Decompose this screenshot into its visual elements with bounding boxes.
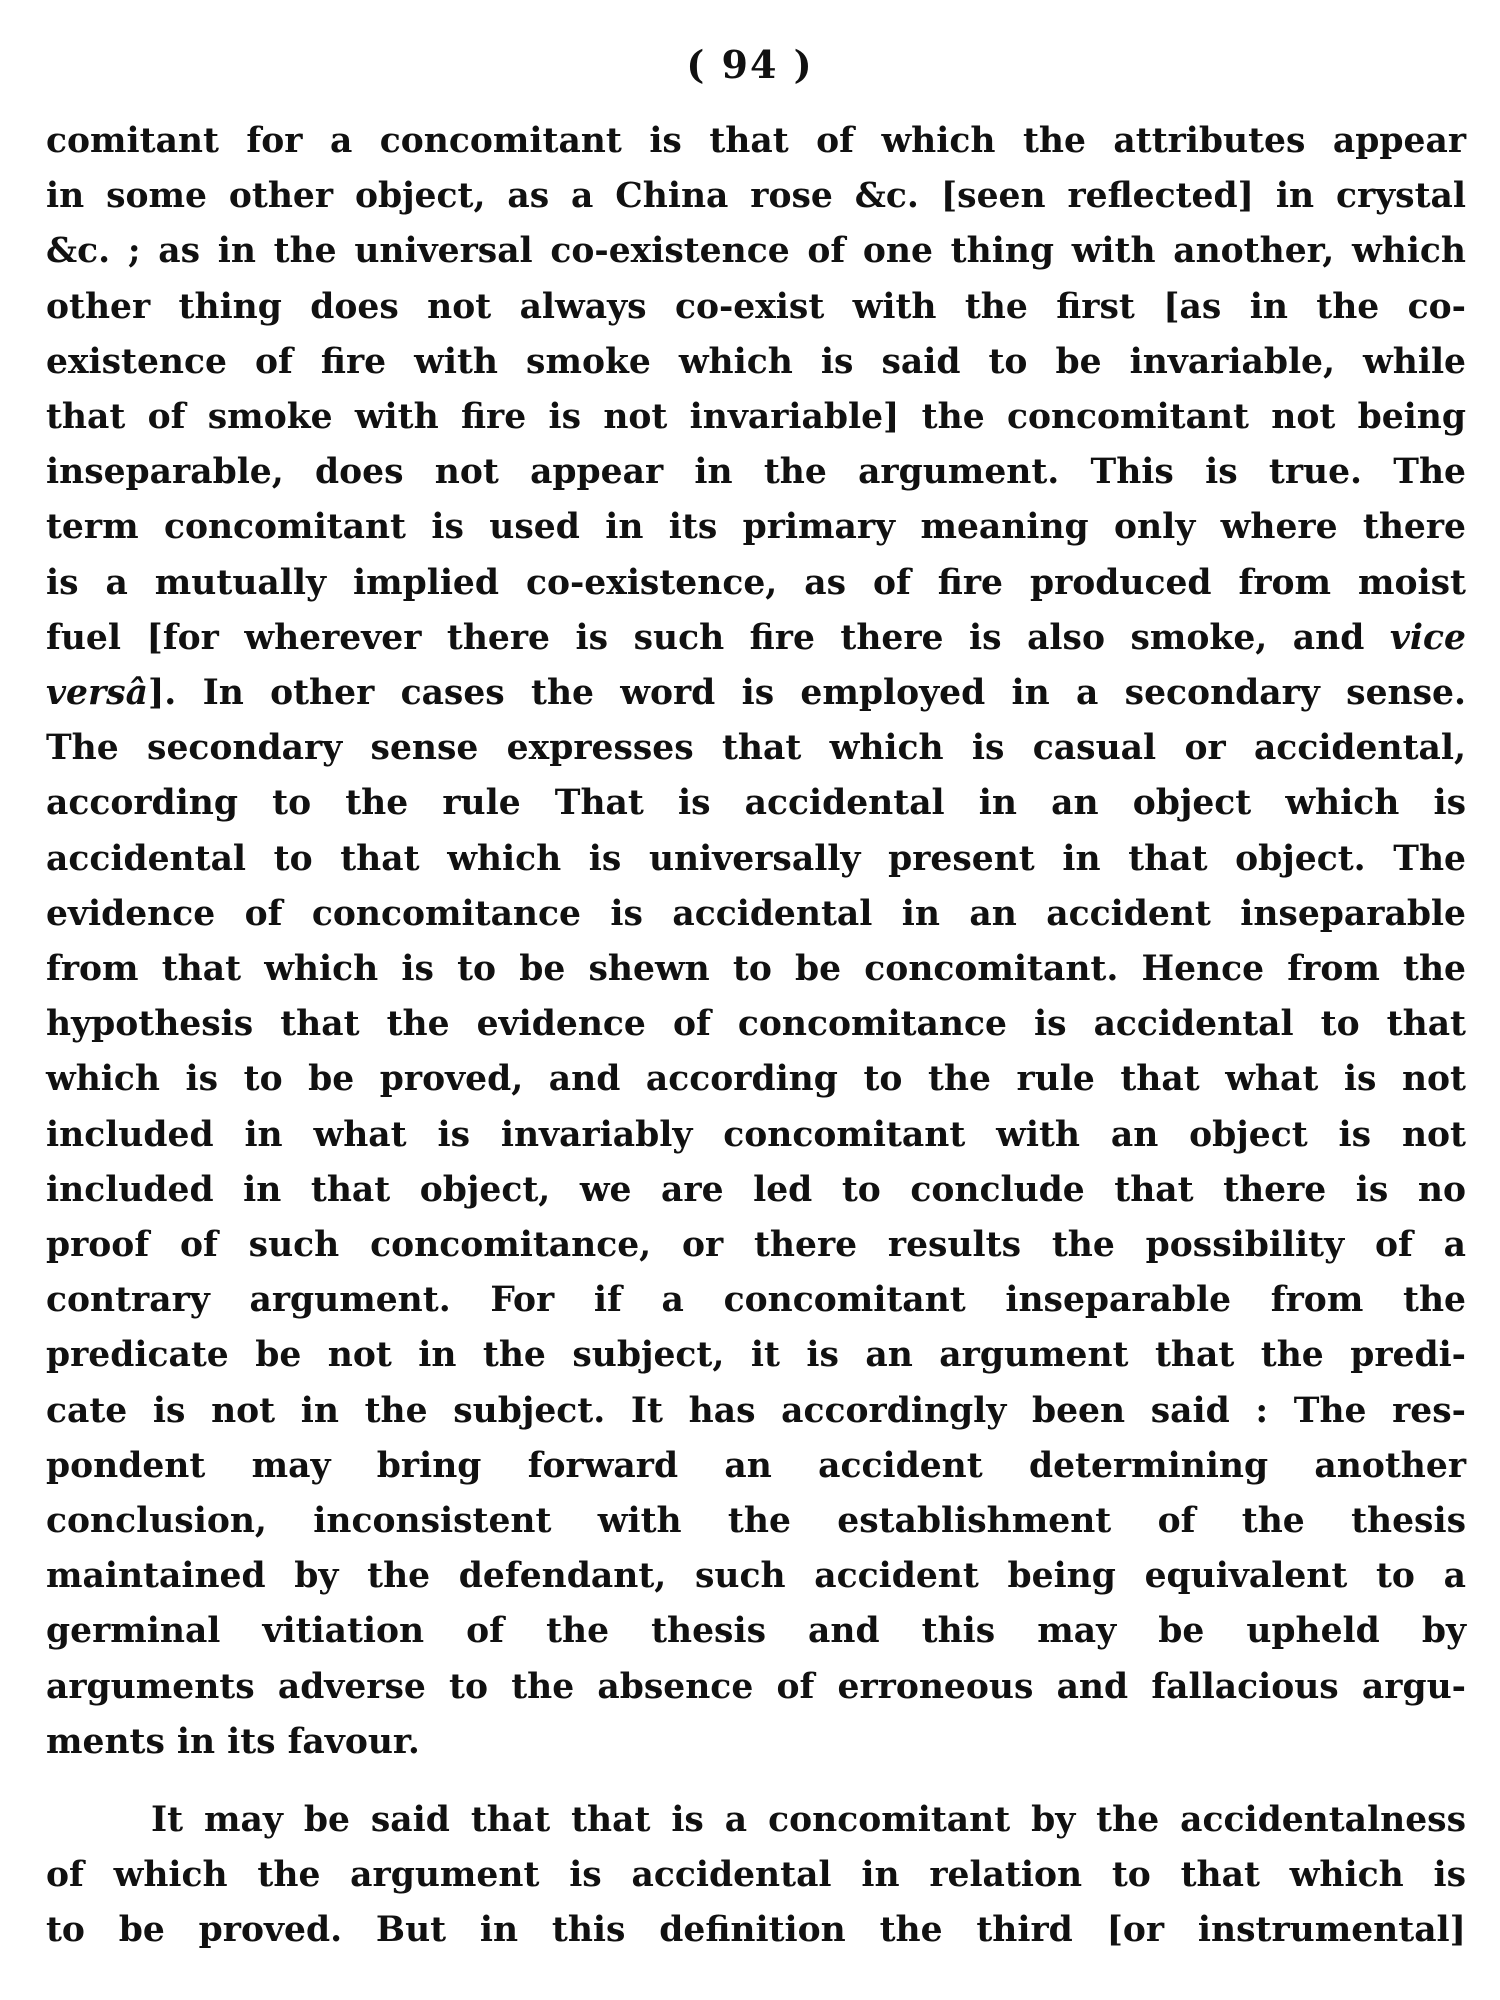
text-line: term concomitant is used in its primary meaning only where there [46,507,1466,548]
text-line: included in that object, we are led to conclude that there is no [46,1169,1466,1210]
text-line: It may be said that that is a concomitant by the accidentalness [151,1800,1466,1840]
text-line: that of smoke with fire is not invariable] the concomitant not being [46,397,1466,438]
text-line: according to the rule That is accidental in an object which is [46,783,1466,824]
text-fragment: fuel [for wherever there is such fire there is also smoke, and [46,617,1365,658]
text-line: hypothesis that the evidence of concomitance is accidental to that [46,1004,1466,1045]
text-line: conclusion, inconsistent with the establishment of the thesis [46,1501,1466,1542]
text-line: ments in its favour. [46,1721,420,1762]
text-line-with-italic [46,666,1466,721]
paragraph-1 [46,114,1466,1770]
text-line: arguments adverse to the absence of erroneous and fallacious argu- [46,1666,1466,1707]
text-line: proof of such concomitance, or there results the possibility of a [46,1225,1466,1266]
text-line: accidental to that which is universally present in that object. The [46,838,1466,879]
text-line: to be proved. But in this definition the third [or instrumental] [46,1910,1466,1951]
paragraph-2 [46,1793,1466,1959]
text-line: of which the argument is accidental in relation to that which is [46,1855,1466,1896]
text-line: predicate be not in the subject, it is an argument that the predi- [46,1335,1466,1376]
page-number: ( 94 ) [686,42,814,87]
text-line: in some other object, as a China rose &c. [seen reflected] in crystal [46,176,1466,217]
text-line: The secondary sense expresses that which is casual or accidental, [46,728,1466,769]
italic-fragment: vice [1389,617,1466,658]
text-line: included in what is invariably concomitant with an object is not [46,1114,1466,1155]
text-line: existence of fire with smoke which is said to be invariable, while [46,341,1466,382]
text-line: which is to be proved, and according to the rule that what is not [46,1059,1466,1100]
text-line: pondent may bring forward an accident determining another [46,1445,1466,1486]
text-fragment: ]. In other cases the word is employed in a secondary sense. [147,673,1466,714]
text-line-with-italic [46,611,1466,666]
italic-fragment: versâ [46,673,148,714]
text-line: from that which is to be shewn to be concomitant. Hence from the [46,949,1466,990]
text-line: other thing does not always co-exist with the first [as in the co- [46,286,1466,327]
text-line: evidence of concomitance is accidental in an accident inseparable [46,893,1466,934]
text-line: germinal vitiation of the thesis and this may be upheld by [46,1611,1466,1652]
text-line: maintained by the defendant, such accident being equivalent to a [46,1556,1466,1597]
text-line: cate is not in the subject. It has accordingly been said : The res- [46,1390,1466,1431]
text-line: &c. ; as in the universal co-existence of one thing with another, which [46,231,1466,272]
text-line: is a mutually implied co-existence, as of fire produced from moist [46,562,1466,603]
text-line: comitant for a concomitant is that of which the attributes appear [46,121,1466,161]
text-line: inseparable, does not appear in the argument. This is true. The [46,452,1466,493]
text-line: contrary argument. For if a concomitant inseparable from the [46,1280,1466,1321]
